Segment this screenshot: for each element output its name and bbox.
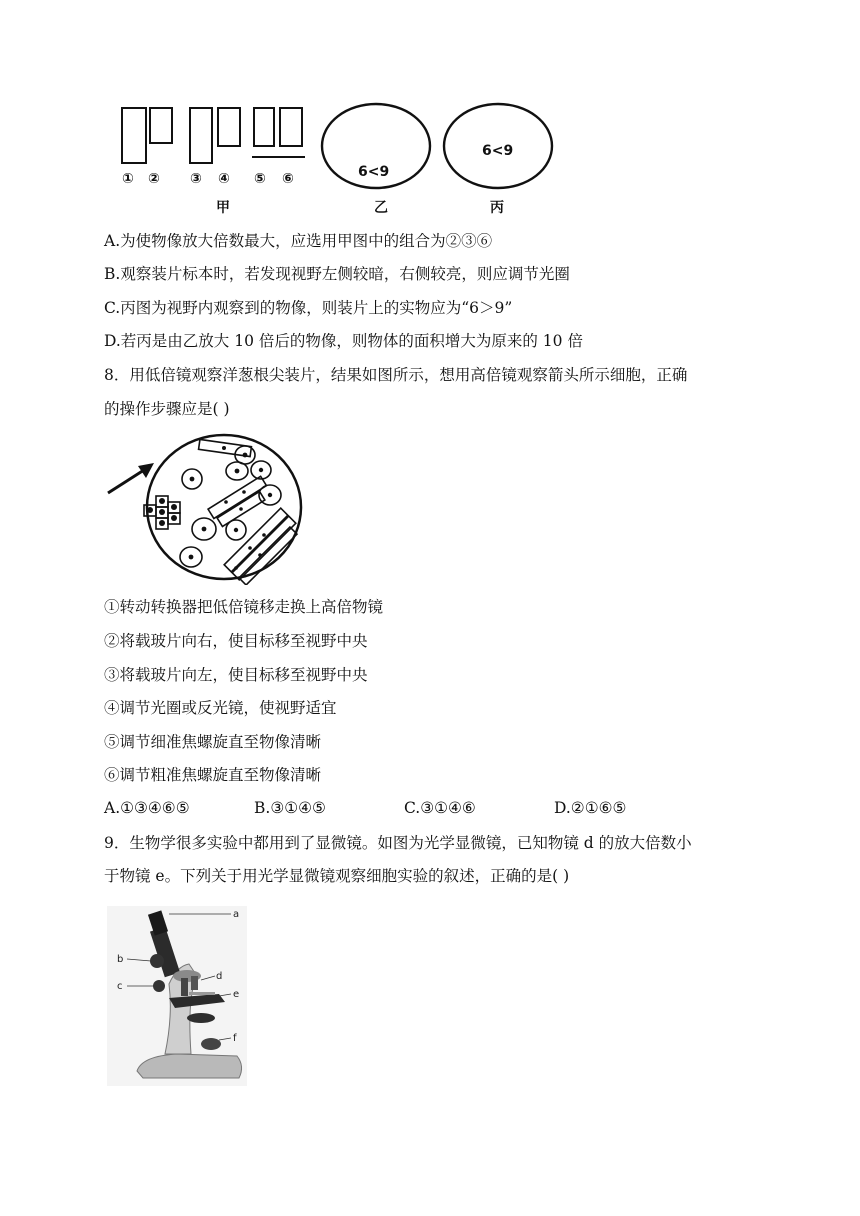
condenser — [187, 1013, 215, 1023]
q8-step-6: ⑥调节粗准焦螺旋直至物像清晰 — [104, 766, 322, 784]
tube-label-3: ③ — [190, 171, 202, 187]
q8-step-2: ②将载玻片向右，使目标移至视野中央 — [104, 632, 368, 650]
tube-3 — [190, 108, 212, 163]
label-f: f — [233, 1033, 237, 1044]
tube-label-5: ⑤ — [254, 171, 266, 187]
label-c: c — [117, 981, 123, 992]
tube-label-2: ② — [148, 171, 160, 187]
q9-stem-line2: 于物镜 e。下列关于用光学显微镜观察细胞实验的叙述，正确的是( ) — [104, 867, 570, 885]
q8-stem-line2: 的操作步骤应是( ) — [104, 400, 230, 418]
q8-option-d: D.②①⑥⑤ — [554, 799, 627, 817]
objective-d — [191, 976, 198, 990]
fine-knob — [153, 980, 165, 992]
q8-step-5: ⑤调节细准焦螺旋直至物像清晰 — [104, 733, 322, 751]
q7-option-a: A.为使物像放大倍数最大，应选用甲图中的组合为②③⑥ — [104, 232, 493, 250]
microscope-base — [137, 1054, 242, 1078]
q7-option-d: D.若丙是由乙放大 10 倍后的物像，则物体的面积增大为原来的 10 倍 — [104, 332, 583, 350]
field-bing-text: 6<9 — [482, 143, 514, 159]
q9-stem-line1: 9．生物学很多实验中都用到了显微镜。如图为光学显微镜，已知物镜 d 的放大倍数小 — [104, 834, 692, 852]
q8-option-b: B.③①④⑤ — [254, 799, 326, 817]
field-circle — [147, 435, 301, 579]
tube-1 — [122, 108, 146, 163]
tube-4 — [218, 108, 240, 146]
caption-bing: 丙 — [490, 200, 504, 216]
tube-label-4: ④ — [218, 171, 230, 187]
coarse-knob — [150, 954, 164, 968]
caption-jia: 甲 — [216, 200, 230, 216]
label-e: e — [233, 989, 240, 1000]
q8-stem-line1: 8．用低倍镜观察洋葱根尖装片，结果如图所示，想用高倍镜观察箭头所示细胞，正确 — [104, 366, 688, 384]
figure-q9-microscope — [107, 906, 247, 1086]
label-d: d — [216, 971, 223, 982]
label-a: a — [233, 909, 240, 920]
tube-5 — [254, 108, 274, 146]
tube-2 — [150, 108, 172, 143]
tube-label-1: ① — [122, 171, 134, 187]
q8-step-3: ③将载玻片向左，使目标移至视野中央 — [104, 666, 368, 684]
q7-option-c: C.丙图为视野内观察到的物像，则装片上的实物应为“6＞9” — [104, 299, 513, 317]
figure-q7-lenses-and-fields — [110, 98, 560, 220]
tube-label-6: ⑥ — [282, 171, 294, 187]
caption-yi: 乙 — [374, 200, 388, 216]
label-b: b — [117, 954, 124, 965]
tube-6 — [280, 108, 302, 146]
figure-q8-root-tip-field — [104, 430, 304, 585]
q8-step-4: ④调节光圈或反光镜，使视野适宜 — [104, 699, 337, 717]
arrow-head — [138, 463, 154, 478]
q8-option-c: C.③①④⑥ — [404, 799, 476, 817]
q8-step-1: ①转动转换器把低倍镜移走换上高倍物镜 — [104, 598, 384, 616]
lens-tubes — [122, 108, 305, 163]
q7-option-b: B.观察装片标本时，若发现视野左侧较暗，右侧较亮，则应调节光圈 — [104, 265, 570, 283]
tube-labels — [122, 171, 294, 187]
q8-option-a: A.①③④⑥⑤ — [104, 799, 190, 817]
mirror — [201, 1038, 221, 1050]
objective-e — [181, 978, 188, 996]
arrow-shaft — [108, 470, 144, 493]
stage-clip — [189, 992, 215, 995]
elongated-cell — [208, 476, 266, 518]
field-yi-text: 6<9 — [358, 164, 390, 180]
